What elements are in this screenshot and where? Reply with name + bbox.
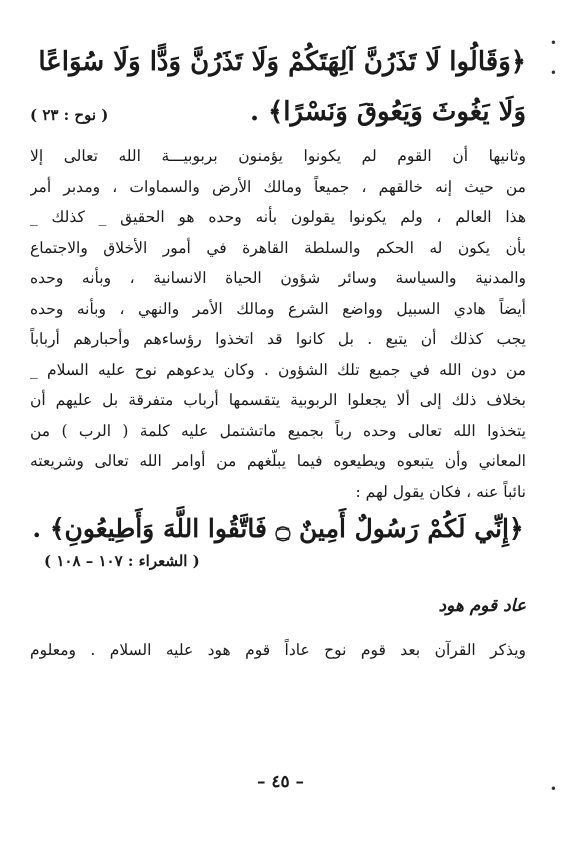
margin-speck: • — [549, 66, 557, 80]
paragraph-line: يتخذوا الله تعالى وحده رباً بجميع ماتشتمل عليه كلمة ( الرب ) من — [30, 421, 526, 440]
paragraph — [30, 141, 526, 507]
page-number: – ٤٥ – — [256, 772, 305, 792]
paragraph-line: نائباً عنه ، فكان يقول لهم : — [355, 482, 526, 501]
margin-speck: • — [549, 36, 557, 50]
paragraph-line: والمدنية والسياسة وسائر شؤون الحياة الانسانية ، وبأنه وحده — [30, 269, 526, 287]
margin-speck: • — [549, 782, 557, 796]
paragraph-line: المعاني وأن يتبعوه ويطيعوه فيما يبلّغهم من أوامر الله تعالى وشريعته — [30, 452, 526, 470]
paragraph-line: من حيث إنه خالقهم ، جميعاً ومالك الأرض والسماوات ، ومدبر أمر — [30, 177, 526, 196]
paragraph-line: يجب كذلك أن يتبع . بل كانوا قد اتخذوا رؤساءهم وأحبارهم أرباباً — [30, 330, 526, 348]
section-first-line: ويذكر القرآن بعد قوم نوح عاداً قوم هود عليه السلام . ومعلوم — [30, 641, 526, 659]
paragraph-line: أيضاً هادي السبيل وواضع الشرع ومالك الأمر والنهي ، وبأنه وحده — [30, 299, 526, 318]
verse-line-2-row — [30, 90, 526, 137]
verse-2: ﴿إِنِّي لَكُمْ رَسُولٌ أَمِينٌ ۝ فَاتَّقُوا اللَّهَ وَأَطِيعُونِ﴾ . — [32, 514, 524, 543]
page-content — [30, 40, 526, 665]
verse-line-1: ﴿وَقَالُوا لَا تَذَرُنَّ آلِهَتَكُمْ وَلَا تَذَرُنَّ وَدًّا وَلَا سُوَاعًا — [38, 47, 526, 77]
verse-reference: ( نوح : ٢٣ ) — [30, 106, 109, 124]
paragraph-line: بأن يكون له الحكم والسلطة القاهرة في أمور الأخلاق والاجتماع — [30, 238, 526, 257]
paragraph-line: بخلاف ذلك إلى ألا يجعلوا الربوبية يتقسمها أرباب متفرقة بل عليهم أن — [30, 391, 526, 409]
paragraph-line: من دون الله في جميع تلك الشؤون . وكان يدعوهم نوح عليه السلام _ — [30, 360, 526, 379]
paragraph-line: وثانيها أن القوم لم يكونوا يؤمنون بربوبيـــة الله تعالى إلا — [30, 147, 526, 165]
verse-line-2: وَلَا يَغُوثَ وَيَعُوقَ وَنَسْرًا﴾ . — [249, 97, 526, 127]
paragraph-line: هذا العالم ، ولم يكونوا يقولون بأنه وحده هو الحقيق _ كذلك _ — [30, 208, 526, 226]
verse-2-reference: ( الشعراء : ١٠٧ – ١٠٨ ) — [44, 552, 200, 570]
section-heading: عاد قوم هود — [438, 596, 526, 616]
